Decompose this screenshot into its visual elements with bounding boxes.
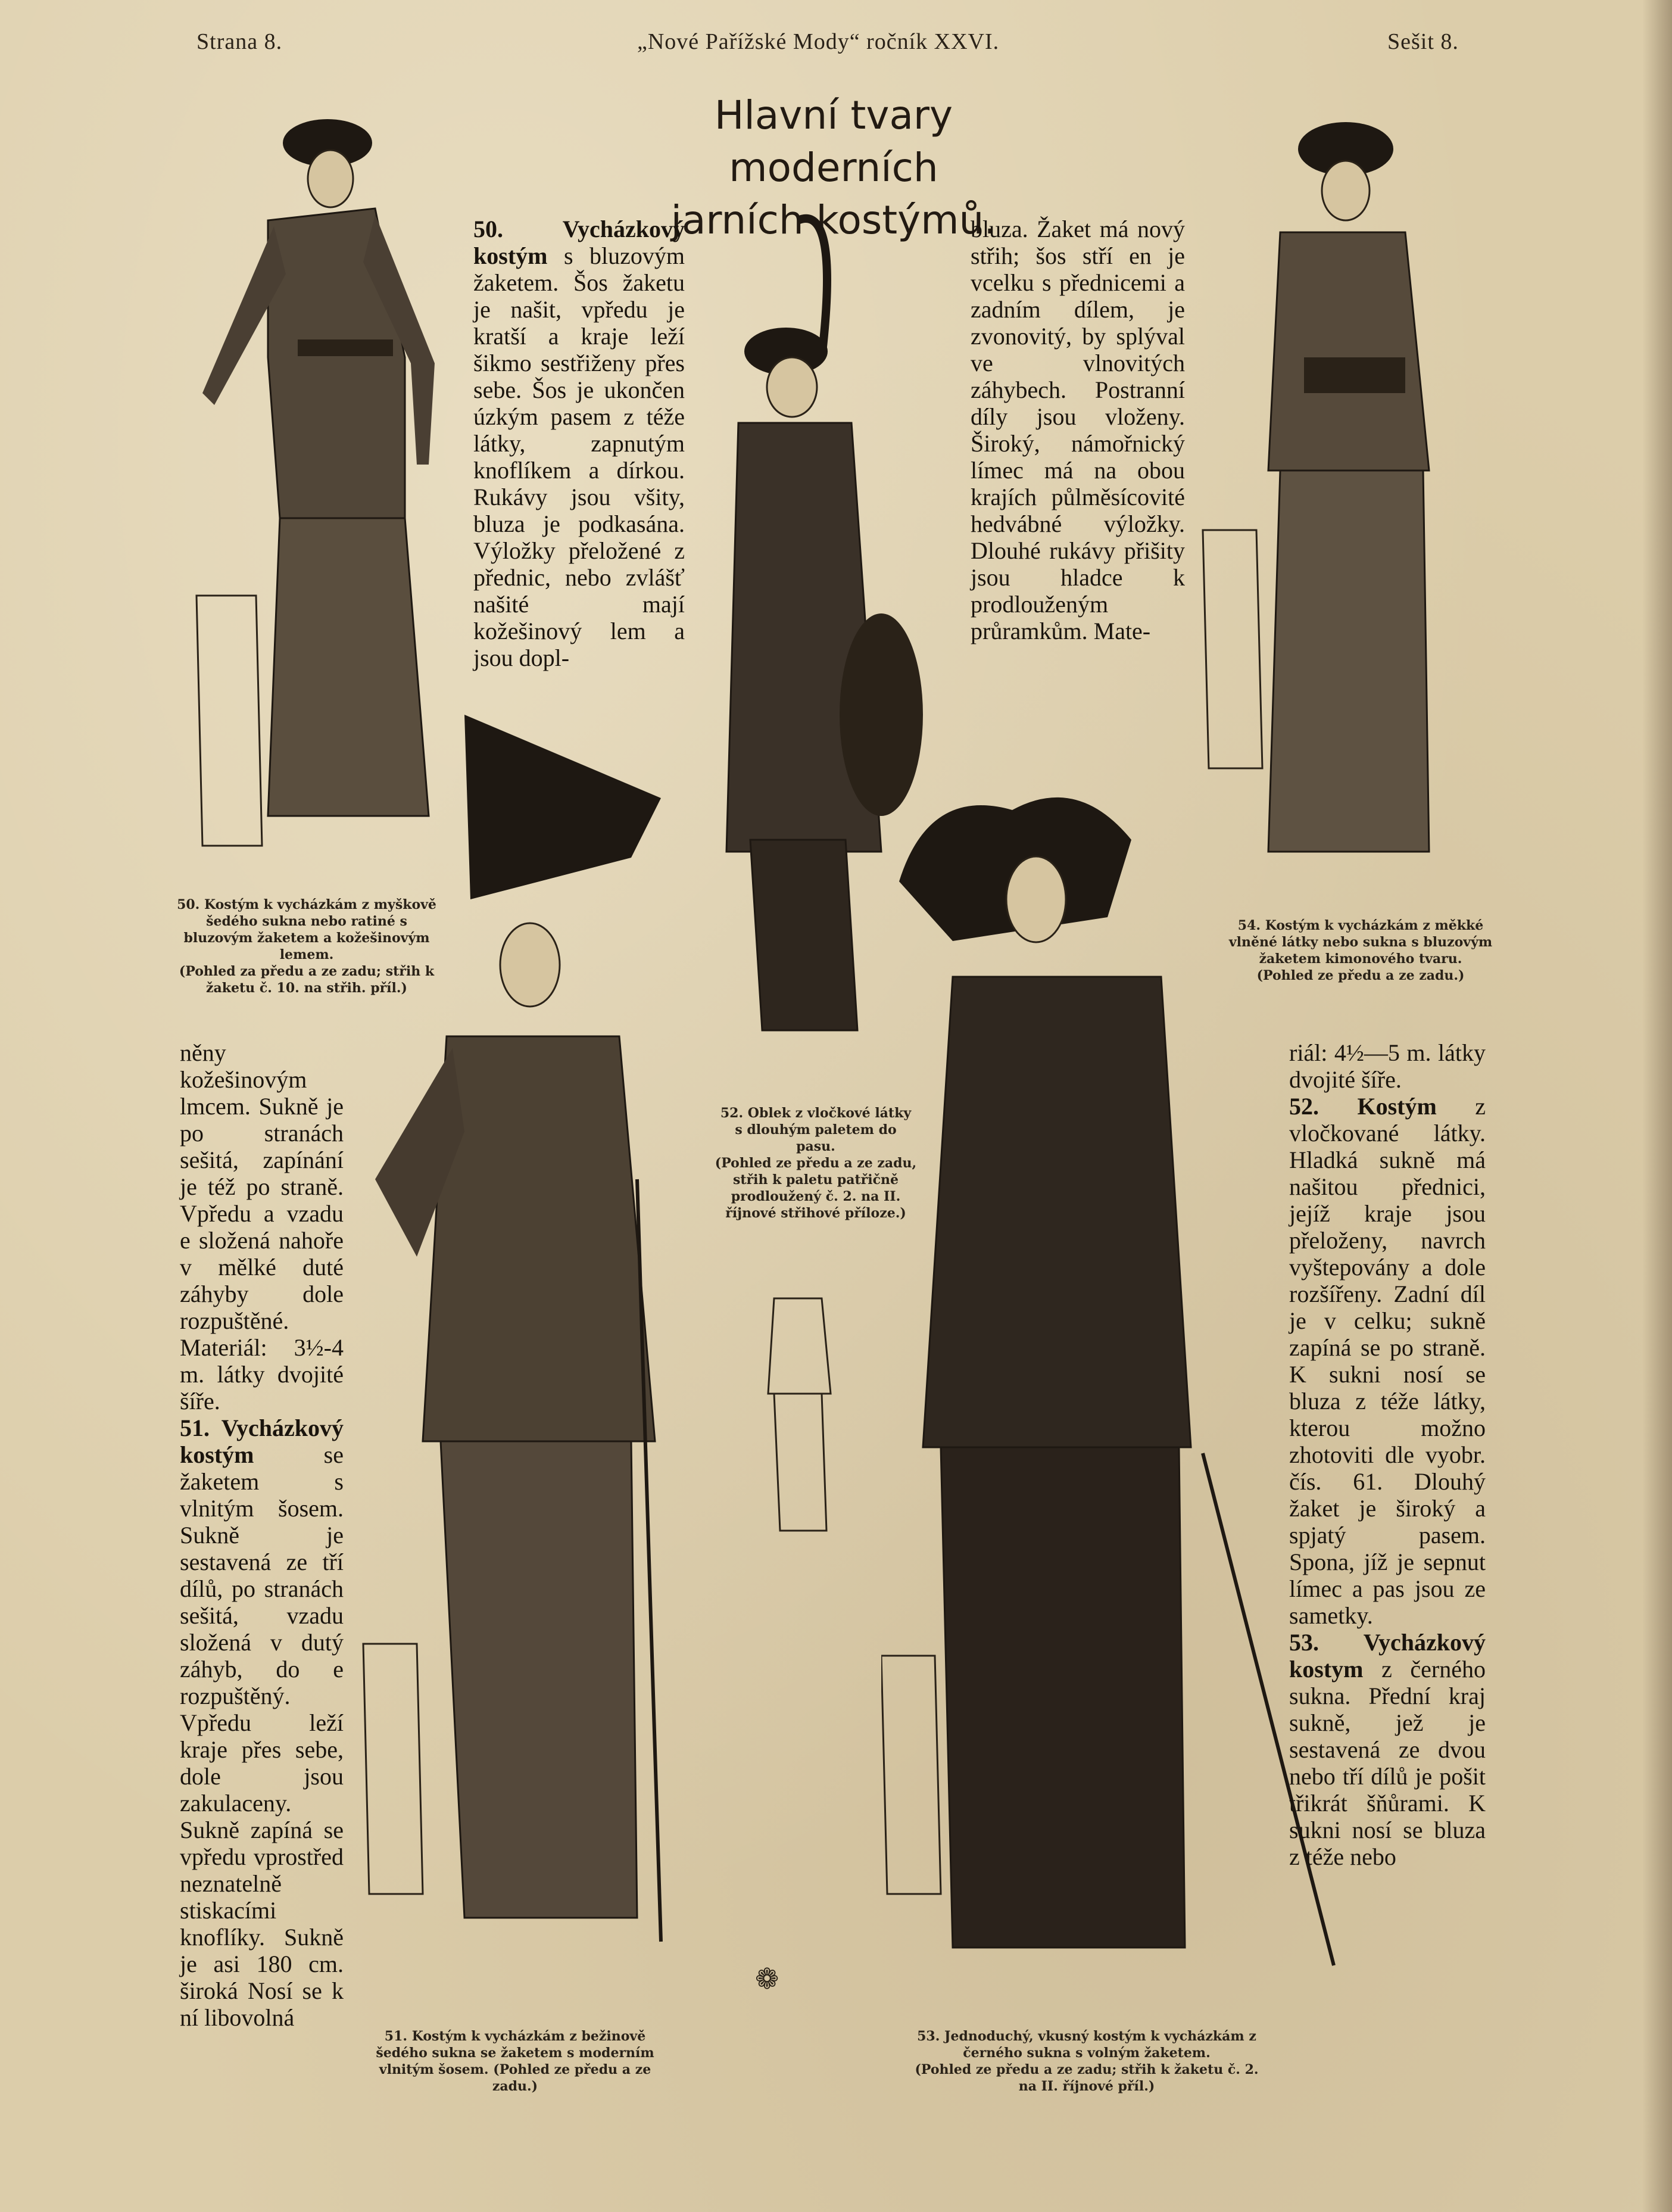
header-magazine-title: „Nové Pařížské Mody“ ročník XXVI. [637, 29, 1000, 54]
text-column-4 [1289, 1039, 1486, 1870]
section-50-body: s bluzovým žaketem. Šos žaketu je našit, vpředu je kratší a kraje leží šikmo sestřiženy přes sebe. Šos je ukončen úzkým pasem z téže látky, zapnutým knoflíkem a dírkou. Rukávy jsou všity, bluza je podkasána. Výložky přeložené z přednic, nebo zvlášť našité mají kožešinový lem a jsou dopl- [473, 242, 685, 671]
ornament-icon: ❁ [755, 1964, 779, 1995]
section-52-number: 52. [1289, 1093, 1319, 1120]
caption-54-note: (Pohled ze předu a ze zadu.) [1256, 968, 1465, 983]
caption-54-description: 54. Kostým k vycházkám z měkké vlněné látky nebo sukna s bluzovým žaketem kimonového tvaru. [1228, 918, 1493, 967]
figure-54-drawing [1191, 113, 1471, 876]
section-50-continuation: bluza. Žaket má nový střih; šos stří en je vcelku s přednicemi a zadním dílem, je zvonovitý, by splýval ve vlnovitých záhybech. Postranní díly jsou vloženy. Široký, námořnický límec má na obou krajích půlměsícovité hedvábné výložky. Dlouhé rukávy přišity jsou hladce k prodlouženým průramkům. Mate- [971, 216, 1185, 644]
section-51-body: se žaketem s vlnitým šosem. Sukně je sestavená ze tří dílů, po stranách sešitá, vzadu složená v dutý záhyb, do e rozpuštěný. Vpředu leží kraje přes sebe, dole jsou zakulaceny. Sukně zapíná se vpředu vprostřed neznatelně stiskacími knoflíky. Sukně je asi 180 cm. široká Nosí se k ní libovolná [180, 1441, 344, 2031]
caption-53-note: (Pohled ze předu a ze zadu; střih k žaketu č. 2. na II. říjnové příl.) [915, 2062, 1259, 2094]
header-page-number: Strana 8. [196, 29, 283, 54]
section-50-heading: Vycházkový kostým [473, 216, 685, 269]
caption-53 [905, 2028, 1268, 2095]
section-53-heading: Vycházkový kostym [1289, 1629, 1486, 1683]
figure-52-back-view [756, 1286, 840, 1537]
section-52-heading: Kostým [1357, 1093, 1437, 1120]
caption-53-description: 53. Jednoduchý, vkusný kostým k vycházkám z černého sukna s volným žaketem. [917, 2029, 1256, 2061]
page-edge-shadow [1642, 0, 1672, 2212]
section-52-body: z vločkované látky. Hladká sukně má našitou přednici, jejíž kraje jsou přeloženy, navrch vyštepovány a dole rozšířeny. Zadní díl je v celku; sukně zapíná se po straně. K sukni nosí se bluza z téže látky, kterou možno zhotoviti dle vyobr. čís. 61. Dlouhý žaket je široký a spjatý pasem. Spona, jíž je sepnut límec a pas jsou ze sametky. [1289, 1093, 1486, 1629]
caption-52-description: 52. Oblek z vločkové látky s dlouhým paletem do pasu. [720, 1105, 912, 1154]
section-51-heading: Vycházkový kostým [180, 1415, 344, 1468]
article-title-line-1: Hlavní tvary moderních [714, 92, 953, 191]
section-53-body: z černého sukna. Přední kraj sukně, jež je sestavená ze dvou nebo tří dílů je pošit třikrát šňůrami. K sukni nosí se bluza z téže nebo [1289, 1656, 1486, 1870]
section-51-number: 51. [180, 1415, 210, 1441]
text-column-1 [473, 216, 685, 671]
caption-51-description: 51. Kostým k vycházkám z bežinově šedého sukna se žaketem s moderním vlnitým šosem. (Pohled ze předu a ze zadu.) [376, 2029, 654, 2094]
figure-53-drawing [881, 762, 1346, 1989]
figure-51-drawing [351, 703, 673, 1983]
caption-52-note: (Pohled ze předu a ze zadu, střih k paletu patřičně prodloužený č. 2. na II. říjnové střihové příloze.) [715, 1155, 917, 1221]
header-issue-number: Sešit 8. [1387, 29, 1459, 54]
figure-52-back-drawing [756, 1286, 840, 1537]
section-50-ending: něny kožešinovým lmcem. Sukně je po stranách sešitá, zapínání je též po straně. Vpředu a vzadu e složená nahoře v mělké duté záhyby dole rozpuštěné. Materiál: 3½-4 m. látky dvojité šíře. [180, 1039, 344, 1415]
caption-50-note: (Pohled za předu a ze zadu; střih k žaketu č. 10. na střih. příl.) [179, 964, 435, 996]
caption-50-description: 50. Kostým k vycházkám z myškově šedého sukna nebo ratiné s bluzovým žaketem a kožešinovým lemem. [177, 897, 436, 962]
text-column-3 [180, 1039, 344, 2031]
section-50-number: 50. [473, 216, 503, 242]
caption-51 [369, 2028, 661, 2095]
article-title-line-2: jarních kostýmů. [670, 197, 997, 243]
section-52-material: riál: 4½—5 m. látky dvojité šíře. [1289, 1039, 1486, 1093]
figure-54-illustration [1191, 113, 1471, 876]
figure-51-illustration [351, 703, 673, 1983]
section-53-number: 53. [1289, 1629, 1319, 1656]
figure-53-illustration [881, 762, 1346, 1989]
text-column-2 [971, 216, 1185, 644]
